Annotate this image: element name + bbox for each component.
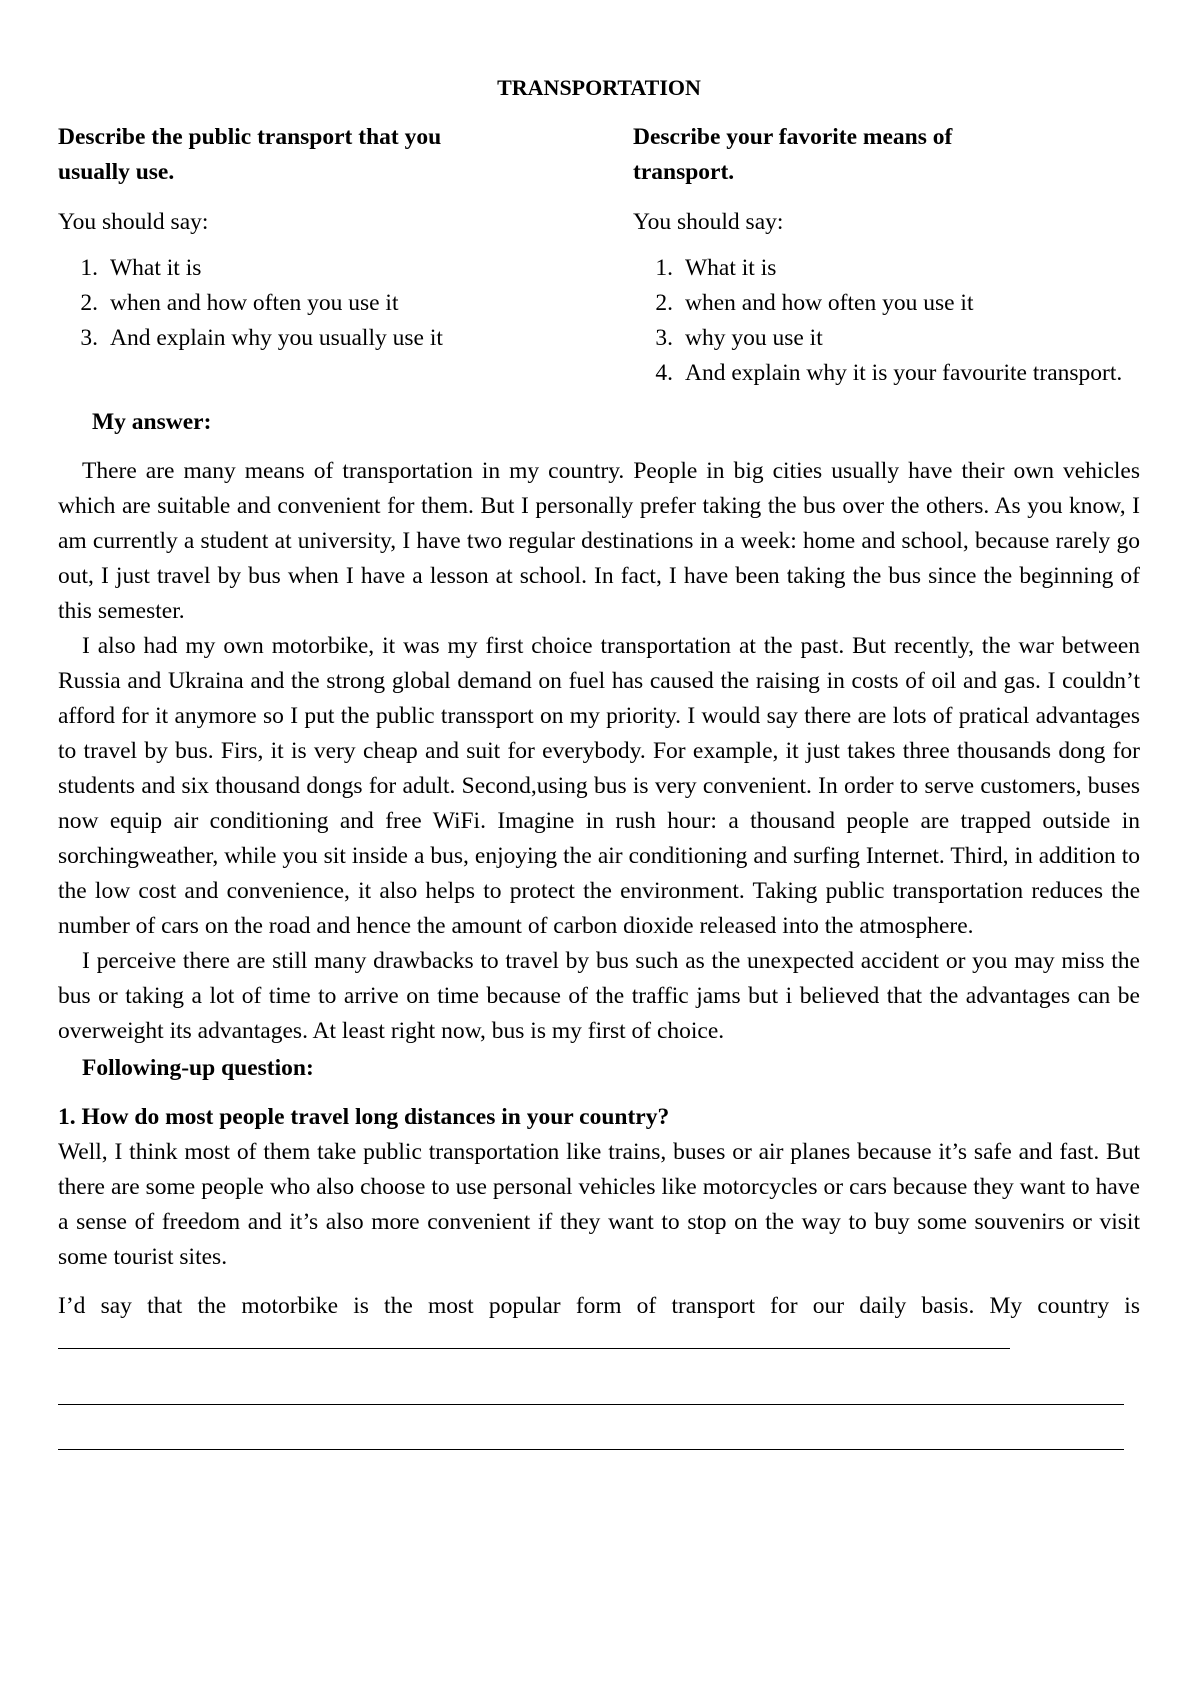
list-item: 3. why you use it <box>655 325 823 351</box>
task-1-prompt: You should say: <box>58 209 209 235</box>
task-card-2 <box>633 120 1140 391</box>
task-2-prompt: You should say: <box>633 209 784 235</box>
task-2-heading: Describe your favorite means of transport. <box>633 124 953 185</box>
blank-line[interactable] <box>58 1405 1124 1450</box>
blank-line[interactable] <box>58 1360 1124 1405</box>
list-item: 1. What it is <box>80 255 202 281</box>
followup-answer-2-text: I’d say that the motorbike is the most popular form of transport for our daily basis. My country is <box>58 1293 1140 1319</box>
followup-answer-1: Well, I think most of them take public transportation like trains, buses or air planes because it’s safe and fast. But there are some people who also choose to use personal vehicles like motorcycles or cars because they want to have a sense of freedom and it’s also more convenient if they want to stop on the way to buy some souvenirs or visit some tourist sites. <box>58 1139 1140 1270</box>
list-item: 2. when and how often you use it <box>80 290 399 316</box>
task-1-heading: Describe the public transport that you usually use. <box>58 124 442 185</box>
task-card-1 <box>58 120 633 391</box>
answer-heading: My answer: <box>92 409 212 435</box>
list-item: 1. What it is <box>655 255 777 281</box>
list-item: 4. And explain why it is your favourite transport. <box>655 360 1123 386</box>
followup-question-1: 1. How do most people travel long distances in your country? <box>58 1104 670 1130</box>
followup-heading: Following-up question: <box>82 1055 314 1081</box>
document-page <box>58 68 1140 1450</box>
task-1-points <box>58 251 633 356</box>
page-title: TRANSPORTATION <box>497 75 701 100</box>
answer-paragraph-2: I also had my own motorbike, it was my first choice transportation at the past. But recently, the war between Russia and Ukraina and the strong global demand on fuel has caused the raising in costs of oil and gas. I couldn’t afford for it anymore so I put the public transsport on my priority. I would say there are lots of pratical advantages to travel by bus. Firs, it is very cheap and suit for everybody. For example, it just takes three thousands dong for students and six thousand dongs for adult. Second,using bus is very convenient. In order to serve customers, buses now equip air conditioning and free WiFi. Imagine in rush hour: a thousand people are trapped outside in sorchingweather, while you sit inside a bus, enjoying the air conditioning and surfing Internet. Third, in addition to the low cost and convenience, it also helps to protect the environment. Taking public transportation reduces the number of cars on the road and hence the amount of carbon dioxide released into the atmosphere. <box>58 633 1140 939</box>
blank-line-inline[interactable] <box>58 1324 1010 1349</box>
list-item: 3. And explain why you usually use it <box>80 325 443 351</box>
task-2-points <box>633 251 1140 391</box>
list-item: 2. when and how often you use it <box>655 290 974 316</box>
answer-paragraph-3: I perceive there are still many drawbacks to travel by bus such as the unexpected accident or you may miss the bus or taking a lot of time to arrive on time because of the traffic jams but i believed that the advantages can be overweight its advantages. At least right now, bus is my first of choice. <box>58 948 1140 1044</box>
task-columns <box>58 120 1140 391</box>
answer-paragraph-1: There are many means of transportation in my country. People in big cities usually have their own vehicles which are suitable and convenient for them. But I personally prefer taking the bus over the others. As you know, I am currently a student at university, I have two regular destinations in a week: home and school, because rarely go out, I just travel by bus when I have a lesson at school. In fact, I have been taking the bus since the beginning of this semester. <box>58 458 1140 624</box>
followup-answer-2 <box>58 1289 1140 1360</box>
